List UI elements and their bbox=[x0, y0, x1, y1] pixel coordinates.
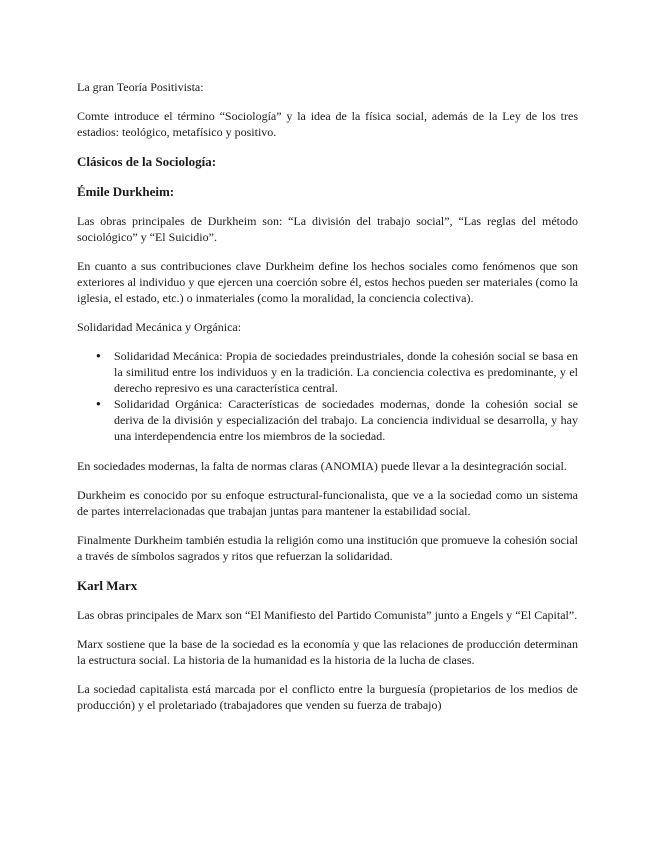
marx-works-paragraph: Las obras principales de Marx son “El Manifiesto del Partido Comunista” junto a Engels y “El Capital”. bbox=[77, 608, 578, 622]
solidarity-list bbox=[77, 348, 578, 444]
intro-line: La gran Teoría Positivista: bbox=[77, 80, 204, 94]
list-item: ● Solidaridad Mecánica: Propia de sociedades preindustriales, donde la cohesión social se basa en la similitud entre los individuos y en la tradición. La conciencia colectiva es predominante, y el derecho represivo es una característica central. bbox=[114, 348, 578, 396]
anomia-paragraph: En sociedades modernas, la falta de normas claras (ANOMIA) puede llevar a la desintegración social. bbox=[77, 459, 567, 473]
document-page bbox=[77, 79, 578, 726]
marx-capitalism-paragraph: La sociedad capitalista está marcada por el conflicto entre la burguesía (propietarios de los medios de producción) y el proletariado (trabajadores que venden su fuerza de trabajo) bbox=[77, 682, 578, 712]
durkheim-heading: Émile Durkheim: bbox=[77, 184, 175, 199]
durkheim-works-paragraph: Las obras principales de Durkheim son: “La división del trabajo social”, “Las reglas del método sociológico” y “El Suicidio”. bbox=[77, 214, 578, 244]
classics-heading: Clásicos de la Sociología: bbox=[77, 154, 217, 169]
list-item: ● Solidaridad Orgánica: Características de sociedades modernas, donde la cohesión social se deriva de la división y especialización del trabajo. La conciencia individual se desarrolla, y hay una interdependencia entre los miembros de la sociedad. bbox=[114, 396, 578, 444]
marx-base-paragraph: Marx sostiene que la base de la sociedad es la economía y que las relaciones de producción determinan la estructura social. La historia de la humanidad es la historia de la lucha de clases. bbox=[77, 637, 578, 667]
solidarity-intro: Solidaridad Mecánica y Orgánica: bbox=[77, 320, 242, 334]
functionalism-paragraph: Durkheim es conocido por su enfoque estructural-funcionalista, que ve a la sociedad como un sistema de partes interrelacionadas que trabajan juntas para mantener la estabilidad social. bbox=[77, 488, 578, 518]
comte-paragraph: Comte introduce el término “Sociología” y la idea de la física social, además de la Ley de los tres estadios: teológico, metafísico y positivo. bbox=[77, 109, 578, 139]
durkheim-social-facts-paragraph: En cuanto a sus contribuciones clave Durkheim define los hechos sociales como fenómenos que son exteriores al individuo y que ejercen una coerción sobre él, estos hechos pueden ser materiales (como la iglesia, el estado, etc.) o inmateriales (como la moralidad, la conciencia colectiva). bbox=[77, 259, 578, 305]
religion-paragraph: Finalmente Durkheim también estudia la religión como una institución que promueve la cohesión social a través de símbolos sagrados y ritos que refuerzan la solidaridad. bbox=[77, 533, 578, 563]
marx-heading: Karl Marx bbox=[77, 578, 138, 593]
